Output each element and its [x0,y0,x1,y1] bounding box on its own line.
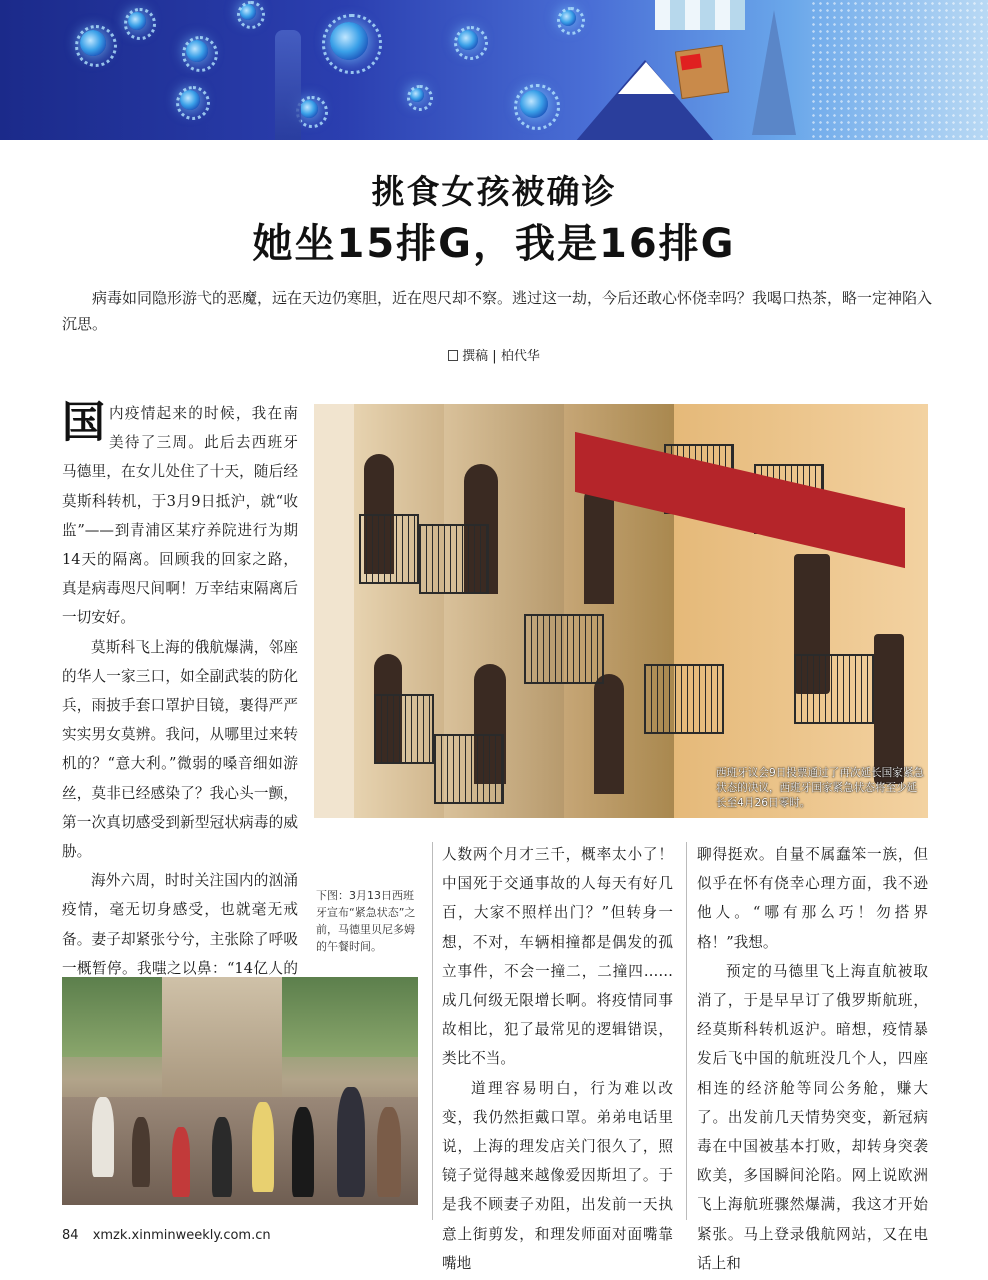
site-url[interactable]: xmzk.xinminweekly.com.cn [92,1228,271,1243]
virus-icon [180,90,200,110]
column-divider [432,842,433,1220]
column-divider [686,842,687,1220]
body-paragraph: 聊得挺欢。自量不属蠢笨一族，但似乎在怀有侥幸心理方面，我不逊他人。“哪有那么巧！勿搭界格！”我想。 [697,846,928,951]
virus-icon [560,10,576,26]
byline-separator: | [492,349,497,364]
photo-caption: 西班牙议会9日投票通过了再次延长国家紧急状态的决议，西班牙国家紧急状态将至少延长至4月26日零时。 [716,767,925,809]
virus-icon [240,4,256,20]
virus-icon [186,40,208,62]
virus-icon [300,100,318,118]
article-kicker: 挑食女孩被确诊 [371,172,617,211]
header-banner [0,0,988,140]
photo-madrid-street [62,977,418,1205]
virus-icon [520,90,548,118]
mountain-snowcap [618,62,674,94]
virus-icon [330,22,368,60]
page-footer [62,1228,271,1243]
body-paragraph: 道理容易明白，行为难以改变，我仍然拒戴口罩。弟弟电话里说，上海的理发店关门很久了，照镜子觉得越来越像爱因斯坦了。于是我不顾妻子劝阻，出发前一天执意上街剪发，和理发师面对面嘴靠嘴地 [442,1079,673,1272]
page-number: 84 [62,1228,79,1243]
body-paragraph: 海外六周，时时关注国内的汹涌疫情，毫无切身感受，也就毫无戒备。妻子却紧张兮兮，主张除了呼吸一概暂停。我嗤之以鼻：“14亿人的 [62,872,298,977]
drop-cap: 国 [62,398,105,448]
virus-icon [128,12,146,30]
world-map-dots [810,0,988,140]
virus-icon [410,88,424,102]
body-column-2 [442,840,673,1278]
virus-icon [80,30,106,56]
body-paragraph: 莫斯科飞上海的俄航爆满，邻座的华人一家三口，如全副武装的防化兵，雨披手套口罩护目镜，裹得严严实实男女莫辨。我问，从哪里过来转机的？“意大利。”微弱的嗓音细如游丝，莫非已经感染了？我心头一颤，第一次真切感受到新型冠状病毒的威胁。 [62,638,298,861]
side-photo-caption: 下图：3月13日西班牙宣布“紧急状态”之前，马德里贝尼多姆的午餐时间。 [316,889,416,953]
article-lead: 病毒如同隐形游弋的恶魔，远在天边仍寒胆，近在咫尺却不察。逃过这一劫，今后还敢心怀侥幸吗？我喝口热茶，略一定神陷入沉思。 [62,289,933,333]
body-paragraph: 预定的马德里飞上海直航被取消了，于是早早订了俄罗斯航班，经莫斯科转机返沪。暗想，疫情暴发后飞中国的航班没几个人，四座相连的经济舱等同公务舱，赚大了。出发前几天情势突变，新冠病毒在中国被基本打败，却转身突袭欧美，多国瞬间沦陷。网上说欧洲飞上海航班骤然爆满，我这才开始紧张。马上登录俄航网站，又在电话上和 [697,962,928,1272]
article-title: 她坐15排G，我是16排G [252,221,736,267]
pen-icon [448,350,458,361]
byline-label: 撰稿 [462,349,489,364]
byline [0,345,988,364]
body-paragraph: 人数两个月才三千，概率太小了！中国死于交通事故的人每天有好几百，大家不照样出门？”但转身一想，不对，车辆相撞都是偶发的孤立事件，不会一撞二，二撞四……成几何级无限增长啊。将疫情同事故相比，犯了最常见的逻辑错误，类比不当。 [442,846,673,1068]
virus-icon [458,30,478,50]
statue-silhouette [275,30,301,140]
china-flag-icon [680,54,702,71]
parachute-illustration [655,0,745,30]
eiffel-tower-illustration [752,10,796,135]
parcel-illustration [675,45,729,99]
body-column-1 [62,399,298,1012]
body-paragraph: 国内疫情起来的时候，我在南美待了三周。此后去西班牙马德里，在女儿处住了十天，随后经莫斯科转机，于3月9日抵沪，就“收监”——到青浦区某疗养院进行为期14天的隔离。回顾我的回家之路，真是病毒咫尺间啊！万幸结束隔离后一切安好。 [62,398,298,627]
byline-author: 柏代华 [500,349,540,364]
body-column-3 [697,840,928,1278]
